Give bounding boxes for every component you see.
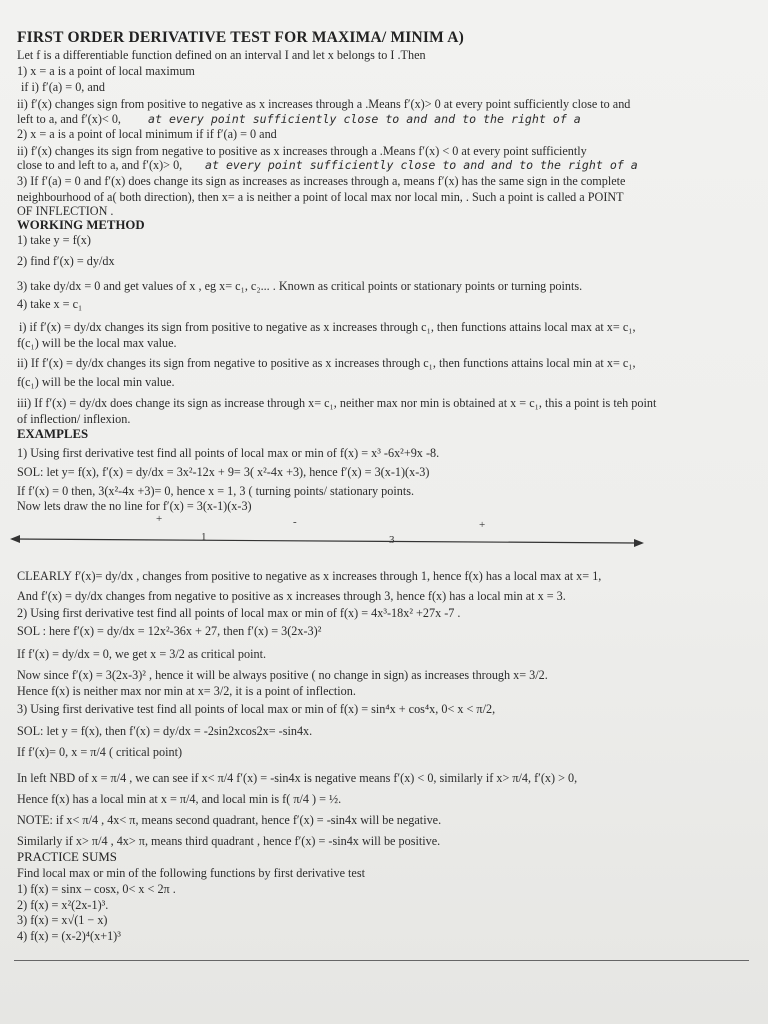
example-line: SOL: let y= f(x), f′(x) = dy/dx = 3x²-12x + 9= 3( x²-4x +3), hence f′(x) = 3(x-1)(x-3) <box>17 465 430 479</box>
bottom-rule <box>14 960 749 961</box>
practice-item: 2) f(x) = x²(2x-1)³. <box>17 898 109 912</box>
text-line: OF INFLECTION . <box>17 204 114 218</box>
step-line: 1) take y = f(x) <box>17 233 91 247</box>
text-line-italic: at every point sufficiently close to and and to the right of a <box>148 112 581 126</box>
step-line: f(c₁) will be the local max value. <box>17 336 177 350</box>
step-line: f(c₁) will be the local min value. <box>17 375 175 389</box>
step-line: 2) find f′(x) = dy/dx <box>17 254 115 268</box>
example-line: 2) Using first derivative test find all points of local max or min of f(x) = 4x³-18x² +27x -7 . <box>17 606 461 620</box>
step-line: i) if f′(x) = dy/dx changes its sign from positive to negative as x increases through c₁, then functions attains local max at x= c₁, <box>19 320 636 334</box>
example-line: 1) Using first derivative test find all points of local max or min of f(x) = x³ -6x²+9x -8. <box>17 446 440 460</box>
page-title: FIRST ORDER DERIVATIVE TEST FOR MAXIMA/ MINIM A) <box>17 29 464 46</box>
example-line: NOTE: if x< π/4 , 4x< π, means second quadrant, hence f′(x) = -sin4x will be negative. <box>17 813 442 827</box>
example-line: If f′(x) = dy/dx = 0, we get x = 3/2 as critical point. <box>17 647 267 661</box>
step-line: of inflection/ inflexion. <box>17 412 131 426</box>
practice-item: 1) f(x) = sinx – cosx, 0< x < 2π . <box>17 882 176 896</box>
tick-label: 3 <box>389 534 395 546</box>
section-heading: EXAMPLES <box>17 427 89 441</box>
text-line: 3) If f′(a) = 0 and f′(x) does change its sign as increases as increases through a, means f′(x) has the same sign in the complete <box>17 174 626 188</box>
example-line: Hence f(x) has a local min at x = π/4, and local min is f( π/4 ) = ½. <box>17 792 342 806</box>
example-line: In left NBD of x = π/4 , we can see if x< π/4 f′(x) = -sin4x is negative means f′(x) < 0, similarly if x> π/4, f′(x) > 0, <box>17 771 578 785</box>
text-line-italic: at every point sufficiently close to and and to the right of a <box>205 158 638 172</box>
text-line: ii) f′(x) changes sign from positive to negative as x increases through a .Means f′(x)> 0 at every point sufficiently close to and <box>17 97 631 111</box>
text-line: neighbourhood of a( both direction), then x= a is neither a point of local max nor local min, . Such a point is called a POINT <box>17 190 624 204</box>
practice-item: 3) f(x) = x√(1 − x) <box>17 913 108 927</box>
text-line: Let f is a differentiable function defined on an interval I and let x belongs to I .Then <box>17 48 426 62</box>
example-line: If f′(x) = 0 then, 3(x²-4x +3)= 0, hence x = 1, 3 ( turning points/ stationary points. <box>17 484 414 498</box>
step-line: 4) take x = c₁ <box>17 297 83 311</box>
example-line: If f′(x)= 0, x = π/4 ( critical point) <box>17 745 183 759</box>
practice-intro: Find local max or min of the following functions by first derivative test <box>17 866 365 880</box>
example-line: Similarly if x> π/4 , 4x> π, means third quadrant , hence f′(x) = -sin4x will be positive. <box>17 834 441 848</box>
example-line: Hence f(x) is neither max nor min at x= 3/2, it is a point of inflection. <box>17 684 356 698</box>
example-line: SOL : here f′(x) = dy/dx = 12x²-36x + 27, then f′(x) = 3(2x-3)² <box>17 624 322 638</box>
text-line: if i) f′(a) = 0, and <box>21 80 105 94</box>
sign-label: + <box>156 513 163 525</box>
example-line: CLEARLY f′(x)= dy/dx , changes from positive to negative as x increases through 1, hence f(x) has a local max at x= 1, <box>17 569 602 583</box>
sign-label: + <box>479 519 486 531</box>
example-line: And f′(x) = dy/dx changes from negative to positive as x increases through 3, hence f(x) has a local min at x = 3. <box>17 589 566 603</box>
text-line: 2) x = a is a point of local minimum if if f′(a) = 0 and <box>17 127 277 141</box>
section-heading: WORKING METHOD <box>17 218 145 232</box>
step-line: ii) If f′(x) = dy/dx changes its sign from negative to positive as x increases through c₁, then functions attains local min at x= c₁, <box>17 356 636 370</box>
text-line: ii) f′(x) changes its sign from negative to positive as x increases through a .Means f′(x) < 0 at every point sufficiently <box>17 144 587 158</box>
section-heading: PRACTICE SUMS <box>17 850 117 864</box>
tick-label: 1 <box>201 531 207 543</box>
sign-label: - <box>293 516 297 528</box>
practice-item: 4) f(x) = (x-2)⁴(x+1)³ <box>17 929 121 943</box>
step-line: 3) take dy/dx = 0 and get values of x , eg x= c₁, c₂... . Known as critical points or stationary points or turning points. <box>17 279 583 293</box>
example-line: 3) Using first derivative test find all points of local max or min of f(x) = sin⁴x + cos⁴x, 0< x < π/2, <box>17 702 496 716</box>
number-line <box>0 525 768 555</box>
step-line: iii) If f′(x) = dy/dx does change its sign as increase through x= c₁, neither max nor min is obtained at x = c₁, this a point is teh point <box>17 396 657 410</box>
example-line: Now since f′(x) = 3(2x-3)² , hence it will be always positive ( no change in sign) as increases through x= 3/2. <box>17 668 548 682</box>
text-line: close to and left to a, and f′(x)> 0, <box>17 158 183 172</box>
text-line: 1) x = a is a point of local maximum <box>17 64 195 78</box>
text-line: left to a, and f′(x)< 0, <box>17 112 121 126</box>
example-line: SOL: let y = f(x), then f′(x) = dy/dx = -2sin2xcos2x= -sin4x. <box>17 724 313 738</box>
example-line: Now lets draw the no line for f′(x) = 3(x-1)(x-3) <box>17 499 252 513</box>
